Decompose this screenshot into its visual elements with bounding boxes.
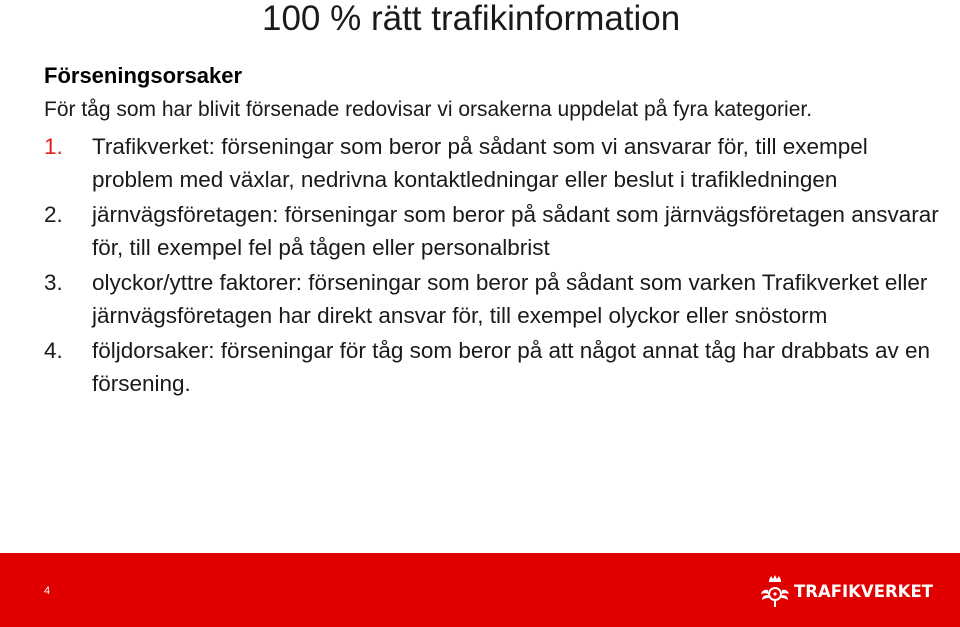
intro-text: För tåg som har blivit försenade redovisar vi orsakerna uppdelat på fyra kategorier. [44, 98, 813, 121]
list-item-text: olyckor/yttre faktorer: förseningar som beror på sådant som varken Trafikverket eller järnvägsföretagen har direkt ansvar för, till exempel olyckor eller snöstorm [92, 270, 928, 328]
page-number: 4 [44, 585, 51, 597]
delay-category-list [44, 130, 944, 402]
list-item-text: följdorsaker: förseningar för tåg som beror på att något annat tåg har drabbats av en försening. [92, 338, 931, 396]
list-item [44, 334, 944, 400]
crowned-wing-emblem-icon [760, 573, 790, 609]
brand-name: TRAFIKVERKET [794, 581, 933, 601]
list-item [44, 266, 944, 332]
list-item-text: järnvägsföretagen: förseningar som beror på sådant som järnvägsföretagen ansvarar för, till exempel fel på tågen eller personalbrist [92, 202, 939, 260]
list-item-number: 4. [44, 338, 63, 363]
list-item [44, 130, 944, 196]
list-item-text: Trafikverket: förseningar som beror på sådant som vi ansvarar för, till exempel problem med växlar, nedrivna kontaktledningar eller beslut i trafikledningen [92, 134, 868, 192]
list-item-number: 1. [44, 134, 63, 159]
section-heading: Förseningsorsaker [44, 63, 243, 88]
trafikverket-logo [760, 571, 933, 611]
list-item [44, 198, 944, 264]
slide-title: 100 % rätt trafikinformation [262, 0, 681, 38]
list-item-number: 3. [44, 270, 63, 295]
list-item-number: 2. [44, 202, 63, 227]
